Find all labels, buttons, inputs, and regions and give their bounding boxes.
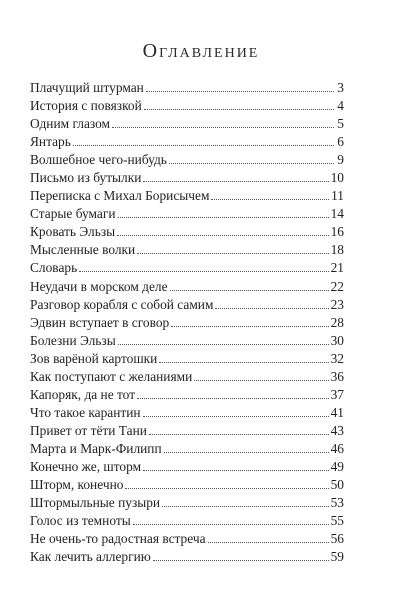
dot-leader	[125, 488, 328, 489]
toc-entry-title: Как лечить аллергию	[30, 549, 151, 565]
toc-entry-title: Капоряк, да не тот	[30, 386, 136, 402]
toc-entry	[30, 278, 344, 296]
toc-entry	[30, 115, 344, 133]
toc-entry	[30, 458, 344, 476]
dot-leader	[149, 434, 329, 435]
toc-entry-title: Что такое карантин	[30, 404, 141, 420]
toc-entry-page-number: 5	[337, 116, 344, 132]
toc-entry-title: Зов варёной картошки	[30, 350, 158, 366]
toc-entry-title: Конечно же, шторм	[30, 458, 142, 474]
dot-leader	[137, 253, 328, 254]
toc-entry	[30, 259, 344, 277]
toc-entry	[30, 512, 344, 530]
page-title: Оглавление	[142, 40, 260, 62]
toc-entry	[30, 223, 344, 241]
toc-entry-page-number: 30	[330, 332, 344, 348]
toc-entry-title: Янтарь	[30, 134, 71, 150]
toc-entry-title: Кровать Эльзы	[30, 224, 116, 240]
toc-entry	[30, 386, 344, 404]
toc-entry-page-number: 21	[330, 260, 344, 276]
toc-entry-page-number: 37	[330, 386, 344, 402]
toc-entry-title: Болезни Эльзы	[30, 332, 116, 348]
toc-entry	[30, 296, 344, 314]
toc-entry-title: Не очень-то радостная встреча	[30, 531, 206, 547]
toc-entry-page-number: 10	[330, 170, 344, 186]
toc-entry-page-number: 4	[337, 98, 344, 114]
dot-leader	[162, 506, 329, 507]
dot-leader	[164, 452, 329, 453]
toc-entry-title: Эдвин вступает в сговор	[30, 314, 170, 330]
toc-entry	[30, 350, 344, 368]
toc-entry-page-number: 9	[337, 152, 344, 168]
toc-entry-page-number: 18	[330, 242, 344, 258]
toc-entry	[30, 422, 344, 440]
dot-leader	[153, 560, 329, 561]
toc-entry-page-number: 59	[330, 549, 344, 565]
toc-entry-page-number: 49	[330, 458, 344, 474]
toc-entry-title: Как поступают с желаниями	[30, 368, 193, 384]
toc-entry	[30, 494, 344, 512]
toc-entry	[30, 332, 344, 350]
toc-entry-page-number: 43	[330, 422, 344, 438]
toc-entry-title: Письмо из бутылки	[30, 170, 142, 186]
toc-entry	[30, 133, 344, 151]
toc-entry	[30, 404, 344, 422]
toc-entry	[30, 205, 344, 223]
dot-leader	[215, 308, 328, 309]
toc-entry	[30, 169, 344, 187]
toc-entry-title: Плачущий штурман	[30, 80, 144, 95]
dot-leader	[117, 235, 328, 236]
toc-entry	[30, 368, 344, 386]
dot-leader	[79, 271, 328, 272]
table-of-contents	[30, 79, 344, 566]
toc-entry-page-number: 6	[337, 134, 344, 150]
dot-leader	[73, 145, 334, 146]
dot-leader	[194, 380, 328, 381]
dot-leader	[159, 362, 328, 363]
toc-entry-title: Неудачи в морском деле	[30, 278, 168, 294]
dot-leader	[170, 290, 329, 291]
toc-entry-page-number: 56	[330, 531, 344, 547]
dot-leader	[211, 199, 329, 200]
dot-leader	[208, 542, 329, 543]
dot-leader	[146, 91, 334, 92]
toc-entry-title: Голос из темноты	[30, 513, 131, 529]
dot-leader	[143, 181, 328, 182]
toc-entry-title: Переписка с Михал Борисычем	[30, 188, 210, 204]
toc-entry-title: Словарь	[30, 260, 78, 276]
toc-entry-title: Шторм, конечно	[30, 477, 124, 493]
toc-entry-page-number: 16	[330, 224, 344, 240]
toc-entry	[30, 79, 344, 97]
toc-entry	[30, 476, 344, 494]
dot-leader	[118, 217, 329, 218]
dot-leader	[118, 344, 329, 345]
toc-entry-title: История с повязкой	[30, 98, 142, 114]
toc-entry-page-number: 23	[330, 296, 344, 312]
dot-leader	[112, 127, 334, 128]
toc-entry-page-number: 3	[337, 80, 344, 95]
dot-leader	[169, 163, 334, 164]
toc-entry-page-number: 36	[330, 368, 344, 384]
toc-entry	[30, 151, 344, 169]
toc-entry	[30, 530, 344, 548]
toc-entry-page-number: 53	[330, 495, 344, 511]
dot-leader	[137, 398, 329, 399]
toc-entry	[30, 548, 344, 566]
toc-entry	[30, 440, 344, 458]
dot-leader	[171, 326, 328, 327]
toc-entry-page-number: 55	[330, 513, 344, 529]
dot-leader	[144, 109, 334, 110]
toc-entry	[30, 97, 344, 115]
toc-entry-page-number: 41	[330, 404, 344, 420]
toc-entry-page-number: 22	[330, 278, 344, 294]
toc-entry-title: Марта и Марк-Филипп	[30, 440, 162, 456]
toc-entry	[30, 187, 344, 205]
toc-entry-page-number: 50	[330, 477, 344, 493]
toc-entry-title: Привет от тёти Тани	[30, 422, 147, 438]
dot-leader	[143, 416, 329, 417]
dot-leader	[143, 470, 329, 471]
toc-entry	[30, 241, 344, 259]
toc-entry	[30, 314, 344, 332]
toc-entry-title: Штормыльные пузыри	[30, 495, 161, 511]
toc-entry-title: Старые бумаги	[30, 206, 116, 222]
toc-entry-page-number: 32	[330, 350, 344, 366]
dot-leader	[133, 524, 329, 525]
toc-entry-title: Разговор корабля с собой самим	[30, 296, 214, 312]
toc-entry-page-number: 46	[330, 440, 344, 456]
toc-entry-page-number: 11	[331, 188, 344, 204]
toc-entry-page-number: 14	[330, 206, 344, 222]
toc-entry-title: Одним глазом	[30, 116, 111, 132]
toc-entry-title: Волшебное чего-нибудь	[30, 152, 167, 168]
toc-entry-page-number: 28	[330, 314, 344, 330]
toc-entry-title: Мысленные волки	[30, 242, 136, 258]
